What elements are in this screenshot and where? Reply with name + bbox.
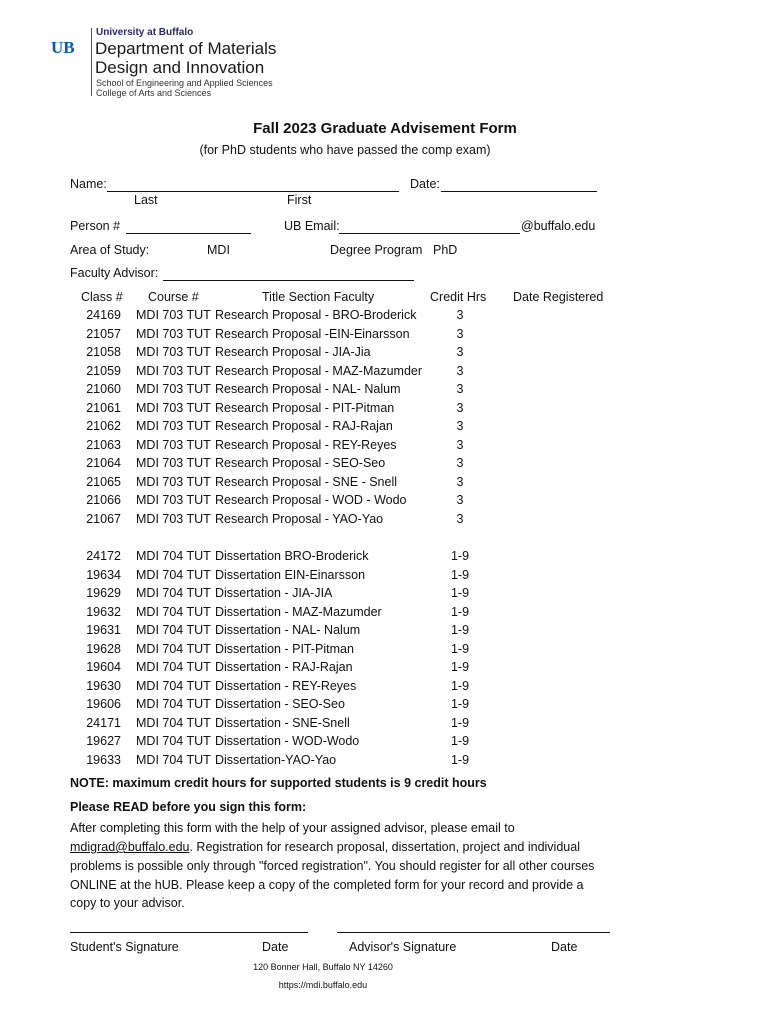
school-name: School of Engineering and Applied Sciences	[96, 78, 273, 88]
table-row	[0, 586, 770, 604]
credit-hours: 1-9	[450, 715, 470, 730]
course-title: Dissertation - SNE-Snell	[215, 715, 350, 730]
table-row	[0, 364, 770, 382]
class-number: 19606	[86, 697, 121, 711]
course-number: MDI 704 TUT	[136, 752, 211, 767]
table-row	[0, 642, 770, 660]
credit-hours: 1-9	[450, 604, 470, 619]
credit-hours: 3	[456, 474, 464, 489]
student-date-label: Date	[262, 940, 289, 954]
area-of-study-label: Area of Study:	[70, 243, 150, 257]
course-number: MDI 704 TUT	[136, 549, 211, 563]
faculty-advisor-field[interactable]	[163, 280, 414, 281]
class-number: 19628	[86, 641, 121, 656]
name-label: Name:	[70, 177, 107, 191]
course-number: MDI 704 TUT	[136, 697, 211, 711]
course-title: Research Proposal -EIN-Einarsson	[215, 326, 410, 341]
course-title: Research Proposal - SEO-Seo	[215, 456, 386, 470]
advisor-date-label: Date	[551, 940, 578, 954]
advisor-signature-line[interactable]	[337, 932, 610, 933]
course-number: MDI 703 TUT	[136, 437, 211, 452]
course-number: MDI 703 TUT	[136, 345, 211, 359]
footer-url: https://mdi.buffalo.edu	[278, 980, 368, 990]
table-row	[0, 308, 770, 326]
course-title: Dissertation-YAO-Yao	[215, 752, 337, 767]
header-class: Class #	[81, 290, 123, 304]
course-number: MDI 703 TUT	[136, 382, 211, 396]
class-number: 21062	[86, 419, 121, 433]
credit-hours: 3	[456, 382, 464, 396]
course-number: MDI 703 TUT	[136, 474, 211, 489]
course-title: Dissertation - MAZ-Mazumder	[215, 604, 382, 619]
table-row	[0, 419, 770, 437]
course-title: Research Proposal - REY-Reyes	[215, 437, 397, 452]
course-number: MDI 703 TUT	[136, 419, 211, 433]
credit-hours: 1-9	[450, 678, 470, 693]
department-line-2: Design and Innovation	[95, 58, 265, 77]
student-signature-label: Student's Signature	[70, 940, 179, 954]
footer-address: 120 Bonner Hall, Buffalo NY 14260	[253, 962, 393, 972]
degree-program-value: PhD	[433, 243, 458, 257]
class-number: 21067	[86, 511, 121, 526]
table-row	[0, 753, 770, 771]
email-link[interactable]: mdigrad@buffalo.edu	[70, 840, 190, 854]
class-number: 21061	[86, 400, 121, 415]
class-number: 21060	[86, 382, 121, 396]
course-title: Dissertation - RAJ-Rajan	[215, 660, 353, 674]
instructions-line-2	[70, 838, 580, 857]
credit-hours: 3	[456, 493, 464, 507]
date-field[interactable]	[441, 191, 597, 192]
college-name: College of Arts and Sciences	[96, 88, 212, 98]
course-title: Dissertation - REY-Reyes	[215, 678, 357, 693]
instructions-line-3: problems is possible only through "forced registration". You should register for all other courses	[70, 859, 595, 873]
ub-logo-text: UB	[51, 38, 75, 56]
table-row	[0, 456, 770, 474]
course-title: Research Proposal - PIT-Pitman	[215, 400, 395, 415]
class-number: 21057	[86, 326, 121, 341]
class-number: 21064	[86, 456, 121, 470]
credit-hours: 3	[456, 363, 464, 378]
course-number: MDI 703 TUT	[136, 326, 211, 341]
course-title: Research Proposal - MAZ-Mazumder	[215, 363, 423, 378]
credit-note: NOTE: maximum credit hours for supported students is 9 credit hours	[70, 776, 487, 790]
credit-hours: 3	[456, 326, 464, 341]
credit-hours: 3	[456, 308, 464, 322]
course-number: MDI 704 TUT	[136, 567, 211, 582]
name-field[interactable]	[107, 191, 399, 192]
course-number: MDI 704 TUT	[136, 715, 211, 730]
table-row	[0, 401, 770, 419]
class-number: 24169	[86, 308, 121, 322]
course-number: MDI 703 TUT	[136, 400, 211, 415]
class-number: 24172	[86, 549, 121, 563]
header-course: Course #	[148, 290, 199, 304]
course-number: MDI 703 TUT	[136, 493, 211, 507]
instructions-line-1: After completing this form with the help of your assigned advisor, please email to	[70, 821, 515, 835]
faculty-advisor-label: Faculty Advisor:	[70, 266, 159, 280]
person-number-field[interactable]	[126, 233, 251, 234]
first-name-caption: First	[287, 193, 312, 207]
university-name: University at Buffalo	[96, 27, 194, 38]
email-suffix: @buffalo.edu	[521, 219, 596, 233]
table-row	[0, 623, 770, 641]
credit-hours: 3	[456, 437, 464, 452]
course-number: MDI 704 TUT	[136, 660, 211, 674]
credit-hours: 3	[456, 511, 464, 526]
course-number: MDI 703 TUT	[136, 456, 211, 470]
ub-email-label: UB Email:	[284, 219, 340, 233]
class-number: 19604	[86, 660, 121, 674]
course-title: Research Proposal - JIA-Jia	[215, 345, 371, 359]
course-number: MDI 704 TUT	[136, 678, 211, 693]
course-title: Research Proposal - NAL- Nalum	[215, 382, 401, 396]
table-row	[0, 734, 770, 752]
credit-hours: 1-9	[450, 752, 470, 767]
credit-hours: 1-9	[450, 697, 470, 711]
table-row	[0, 475, 770, 493]
course-number: MDI 704 TUT	[136, 586, 211, 600]
advisor-signature-label: Advisor's Signature	[349, 940, 457, 954]
course-title: Research Proposal - SNE - Snell	[215, 474, 398, 489]
form-title: Fall 2023 Graduate Advisement Form	[253, 120, 517, 137]
credit-hours: 1-9	[450, 641, 470, 656]
credit-hours: 1-9	[450, 660, 470, 674]
course-number: MDI 704 TUT	[136, 734, 211, 748]
last-name-caption: Last	[134, 193, 158, 207]
degree-program-label: Degree Program	[330, 243, 423, 257]
department-line-1: Department of Materials	[95, 39, 277, 58]
course-title: Dissertation - NAL- Nalum	[215, 623, 361, 637]
header-date-registered: Date Registered	[513, 290, 604, 304]
student-signature-line[interactable]	[70, 932, 308, 933]
table-row	[0, 382, 770, 400]
table-header	[0, 290, 770, 308]
person-number-label: Person #	[70, 219, 121, 233]
class-number: 21059	[86, 363, 121, 378]
course-title: Research Proposal - RAJ-Rajan	[215, 419, 393, 433]
class-number: 21058	[86, 345, 121, 359]
course-title: Research Proposal - BRO-Broderick	[215, 308, 417, 322]
read-heading: Please READ before you sign this form:	[70, 800, 307, 814]
header-title: Title Section Faculty	[262, 290, 375, 304]
course-title: Dissertation - JIA-JIA	[215, 586, 333, 600]
table-row	[0, 493, 770, 511]
class-number: 21066	[86, 493, 121, 507]
instructions-line-4: ONLINE at the hUB. Please keep a copy of the completed form for your record and provide a	[70, 878, 584, 892]
class-number: 19633	[86, 752, 121, 767]
course-title: Dissertation EIN-Einarsson	[215, 567, 366, 582]
class-number: 19630	[86, 678, 121, 693]
class-number: 21065	[86, 474, 121, 489]
class-number: 19634	[86, 567, 121, 582]
instructions-line-5: copy to your advisor.	[70, 896, 185, 910]
course-number: MDI 704 TUT	[136, 623, 211, 637]
course-number: MDI 704 TUT	[136, 641, 211, 656]
class-number: 19632	[86, 604, 121, 619]
class-number: 19629	[86, 586, 121, 600]
credit-hours: 1-9	[450, 567, 470, 582]
course-number: MDI 703 TUT	[136, 511, 211, 526]
table-row	[0, 549, 770, 567]
course-number: MDI 703 TUT	[136, 363, 211, 378]
table-row	[0, 512, 770, 530]
course-title: Dissertation - PIT-Pitman	[215, 641, 354, 656]
credit-hours: 1-9	[450, 623, 470, 637]
table-row	[0, 679, 770, 697]
course-title: Research Proposal - YAO-Yao	[215, 511, 384, 526]
course-number: MDI 703 TUT	[136, 308, 211, 322]
credit-hours: 1-9	[450, 586, 470, 600]
area-of-study-value: MDI	[207, 243, 230, 257]
header-credit-hrs: Credit Hrs	[430, 290, 487, 304]
table-row	[0, 345, 770, 363]
table-row	[0, 568, 770, 586]
course-title: Dissertation - WOD-Wodo	[215, 734, 360, 748]
class-number: 19627	[86, 734, 121, 748]
date-label: Date:	[410, 177, 440, 191]
table-row	[0, 605, 770, 623]
logo-divider	[91, 28, 92, 96]
course-title: Dissertation BRO-Broderick	[215, 549, 369, 563]
credit-hours: 3	[456, 345, 464, 359]
class-number: 21063	[86, 437, 121, 452]
course-number: MDI 704 TUT	[136, 604, 211, 619]
ub-logo	[50, 38, 86, 56]
table-row	[0, 716, 770, 734]
credit-hours: 3	[456, 419, 464, 433]
credit-hours: 1-9	[450, 734, 470, 748]
course-title: Research Proposal - WOD - Wodo	[215, 493, 407, 507]
table-row	[0, 660, 770, 678]
credit-hours: 3	[456, 456, 464, 470]
table-row	[0, 327, 770, 345]
table-row	[0, 438, 770, 456]
class-number: 19631	[86, 623, 121, 637]
course-title: Dissertation - SEO-Seo	[215, 697, 345, 711]
table-row	[0, 697, 770, 715]
credit-hours: 3	[456, 400, 464, 415]
ub-email-field[interactable]	[339, 233, 520, 234]
form-subtitle: (for PhD students who have passed the comp exam)	[199, 143, 491, 157]
credit-hours: 1-9	[450, 549, 470, 563]
instructions-line-2-text: . Registration for research proposal, dissertation, project and individual	[189, 840, 580, 854]
class-number: 24171	[86, 715, 121, 730]
